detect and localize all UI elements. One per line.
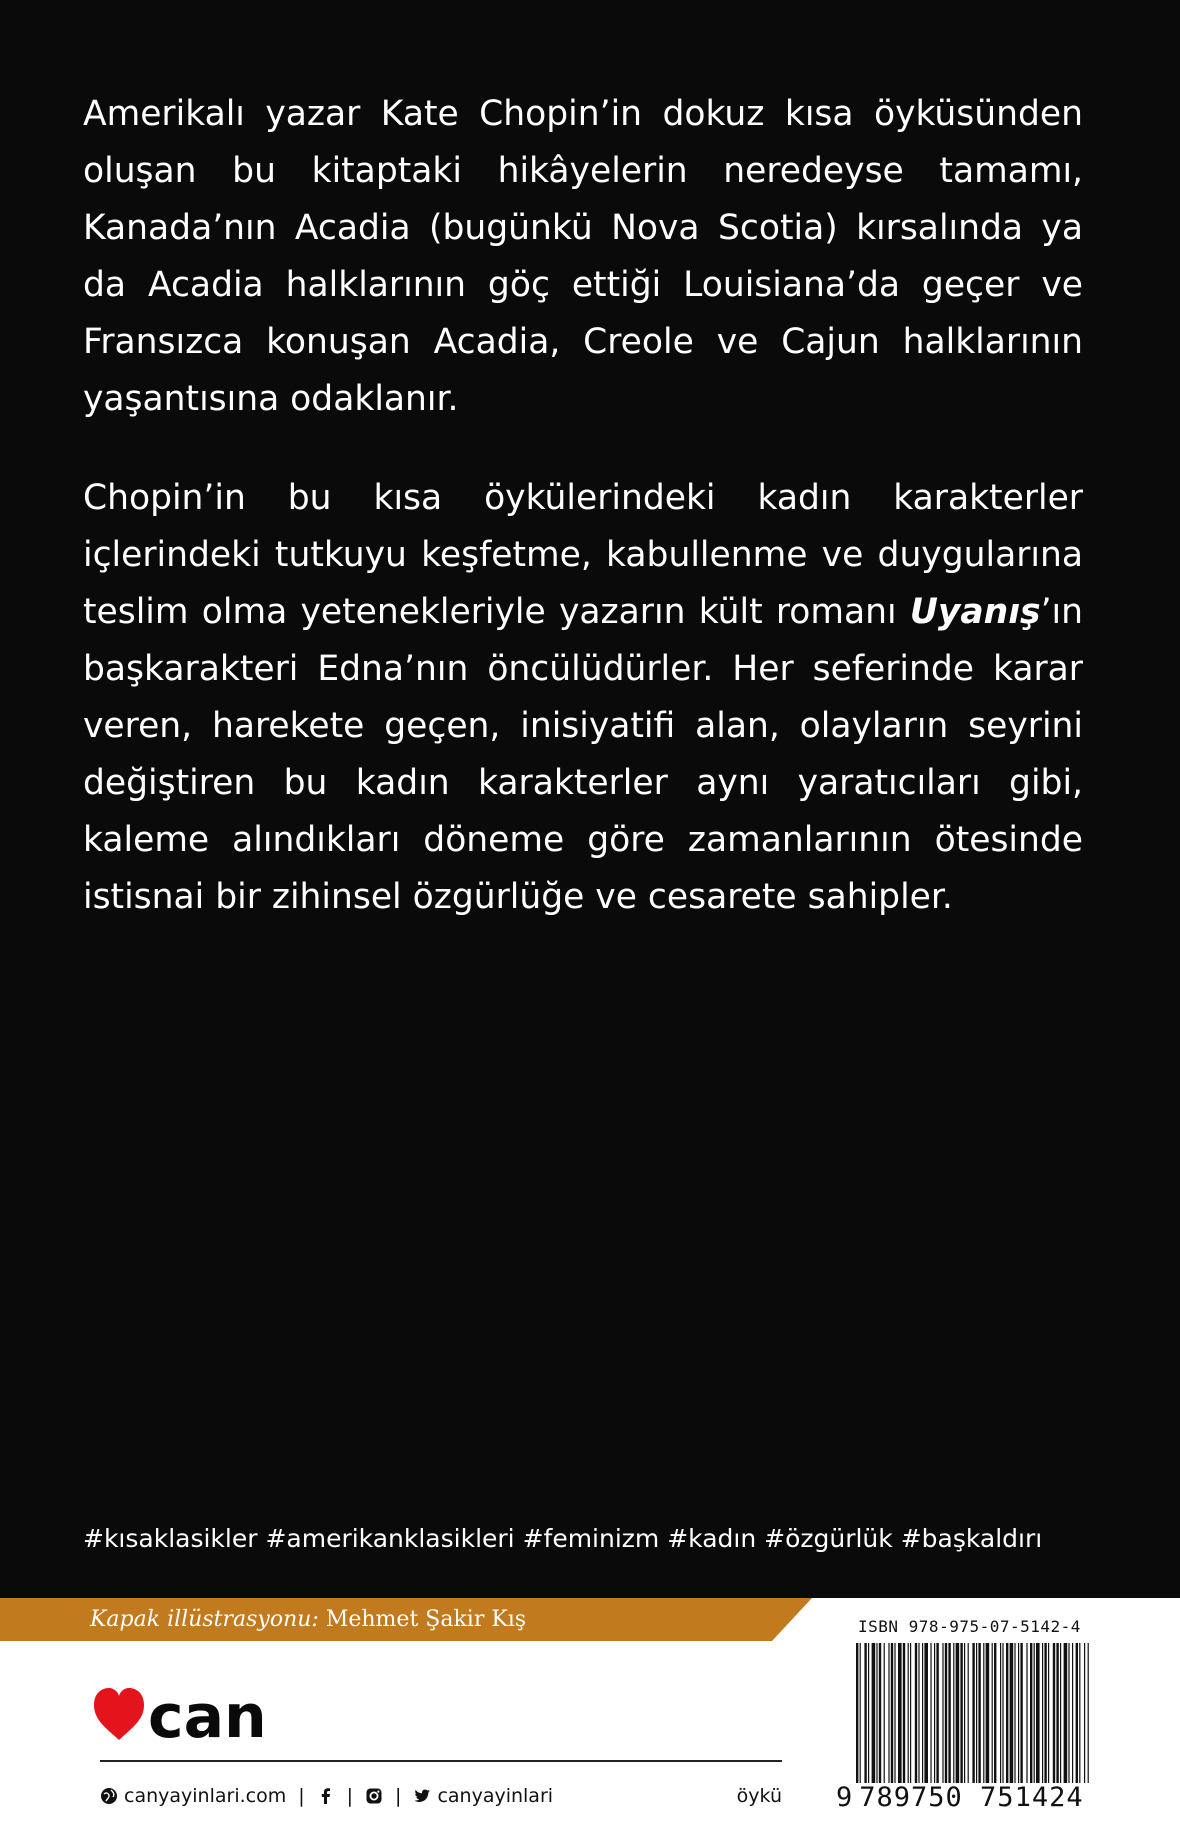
- barcode-bar: [1088, 1643, 1089, 1783]
- barcode-digits: [836, 1782, 1096, 1813]
- barcode-bar: [936, 1643, 938, 1783]
- barcode-bar: [1076, 1643, 1078, 1783]
- footer-divider: [100, 1760, 782, 1762]
- barcode-bar: [986, 1643, 990, 1783]
- barcode-number: 789750 751424: [859, 1782, 1084, 1813]
- barcode-bar: [910, 1643, 911, 1783]
- barcode-bar: [1048, 1643, 1049, 1783]
- barcode-bar: [1002, 1643, 1003, 1783]
- barcode-bar: [1010, 1643, 1014, 1783]
- novel-title: Uyanış: [909, 592, 1041, 632]
- barcode-bar: [1020, 1643, 1022, 1783]
- instagram-icon[interactable]: [365, 1787, 383, 1805]
- barcode-bar: [1072, 1643, 1073, 1783]
- barcode-bar: [994, 1643, 996, 1783]
- barcode-bar: [1044, 1643, 1046, 1783]
- website-link[interactable]: [100, 1785, 286, 1807]
- barcode-bar: [915, 1643, 917, 1783]
- barcode-bar: [976, 1643, 977, 1783]
- barcode-bar: [948, 1643, 950, 1783]
- blurb-paragraph-2: [83, 470, 1083, 926]
- barcode-bar: [1006, 1643, 1008, 1783]
- blurb-text: [83, 86, 1083, 926]
- barcode-lead-digit: 9: [836, 1782, 854, 1813]
- barcode-bar: [888, 1643, 889, 1783]
- barcode-bar: [1084, 1643, 1085, 1783]
- credit-label: Kapak illüstrasyonu:: [90, 1607, 319, 1632]
- isbn-text: ISBN 978-975-07-5142-4: [858, 1617, 1081, 1636]
- blurb-paragraph-2-end: ’ın başkarakteri Edna’nın öncülüdürler. Her seferinde karar veren, harekete geçen, inisiyatifi alan, olayların seyrini değiştiren bu kadın karakterler aynı yaratıcıları gibi, kaleme alındıkları döneme göre zamanlarının ötesinde istisnai bir zihinsel özgürlüğe ve cesarete sahipler.: [83, 592, 1083, 917]
- barcode-bar: [983, 1643, 984, 1783]
- barcode-bar: [1068, 1643, 1069, 1783]
- publisher-logo: [94, 1680, 304, 1750]
- barcode-bar: [945, 1643, 947, 1783]
- barcode-bar: [903, 1643, 905, 1783]
- barcode-bar: [872, 1643, 876, 1783]
- logo-wordmark: can: [148, 1682, 267, 1750]
- blurb-paragraph-2-start: Chopin’in bu kısa öykülerindeki kadın karakterler içlerindeki tutkuyu keşfetme, kabullenme ve duygularına teslim olma yetenekleriyle yazarın kült romanı: [83, 478, 1083, 632]
- barcode-bar: [891, 1643, 893, 1783]
- social-handle: canyayinlari: [437, 1785, 554, 1807]
- barcode-bar: [876, 1643, 877, 1783]
- barcode-bar: [864, 1643, 866, 1783]
- genre-label: öykü: [736, 1785, 782, 1807]
- barcode-bar: [879, 1643, 881, 1783]
- barcode-bar: [918, 1643, 919, 1783]
- separator: |: [395, 1785, 402, 1807]
- barcode-bar: [894, 1643, 895, 1783]
- barcode-bar: [898, 1643, 902, 1783]
- barcode-bar: [1018, 1643, 1019, 1783]
- illustration-credit: [90, 1605, 526, 1635]
- separator: |: [346, 1785, 354, 1807]
- barcode-bar: [960, 1643, 962, 1783]
- barcode-bar: [978, 1643, 980, 1783]
- barcode-bar: [1060, 1643, 1061, 1783]
- barcode-bar: [968, 1643, 969, 1783]
- barcode-bar: [972, 1643, 974, 1783]
- website-text: canyayinlari.com: [124, 1785, 287, 1807]
- facebook-icon[interactable]: [317, 1787, 335, 1805]
- twitter-icon: [413, 1787, 431, 1805]
- barcode-bar: [1042, 1643, 1043, 1783]
- barcode-bar: [1079, 1643, 1080, 1783]
- hashtags: #kısaklasikler #amerikanklasikleri #feminizm #kadın #özgürlük #başkaldırı: [83, 1524, 1043, 1553]
- barcode-bar: [1014, 1643, 1015, 1783]
- barcode-bar: [1000, 1643, 1001, 1783]
- heart-icon: [94, 1688, 144, 1740]
- barcode-bar: [930, 1643, 931, 1783]
- separator: |: [298, 1785, 305, 1807]
- barcode-bar: [860, 1643, 861, 1783]
- barcode-bar: [1056, 1643, 1058, 1783]
- barcode-bar: [1064, 1643, 1068, 1783]
- publisher-footer: [100, 1778, 782, 1814]
- social-link[interactable]: [413, 1785, 553, 1807]
- barcode-bar: [908, 1643, 909, 1783]
- barcode-bar: [1036, 1643, 1040, 1783]
- barcode: [856, 1643, 1090, 1783]
- barcode-bar: [868, 1643, 869, 1783]
- barcode-bar: [956, 1643, 960, 1783]
- barcode-bar: [1030, 1643, 1032, 1783]
- barcode-bar: [922, 1643, 923, 1783]
- barcode-bar: [1034, 1643, 1035, 1783]
- barcode-bar: [964, 1643, 965, 1783]
- barcode-bar: [942, 1643, 943, 1783]
- barcode-bar: [1053, 1643, 1055, 1783]
- barcode-bar: [934, 1643, 935, 1783]
- credit-name: Mehmet Şakir Kış: [325, 1607, 527, 1632]
- blurb-paragraph-1: Amerikalı yazar Kate Chopin’in dokuz kısa öyküsünden oluşan bu kitaptaki hikâyelerin neredeyse tamamı, Kanada’nın Acadia (bugünkü Nova Scotia) kırsalında ya da Acadia halklarının göç ettiği Louisiana’da geçer ve Fransızca konuşan Acadia, Creole ve Cajun halklarının yaşantısına odaklanır.: [83, 94, 1083, 419]
- barcode-bar: [953, 1643, 954, 1783]
- globe-icon: [100, 1787, 118, 1805]
- barcode-bar: [924, 1643, 928, 1783]
- barcode-bar: [884, 1643, 885, 1783]
- barcode-bar: [1026, 1643, 1027, 1783]
- barcode-bar: [856, 1643, 858, 1783]
- barcode-bar: [992, 1643, 993, 1783]
